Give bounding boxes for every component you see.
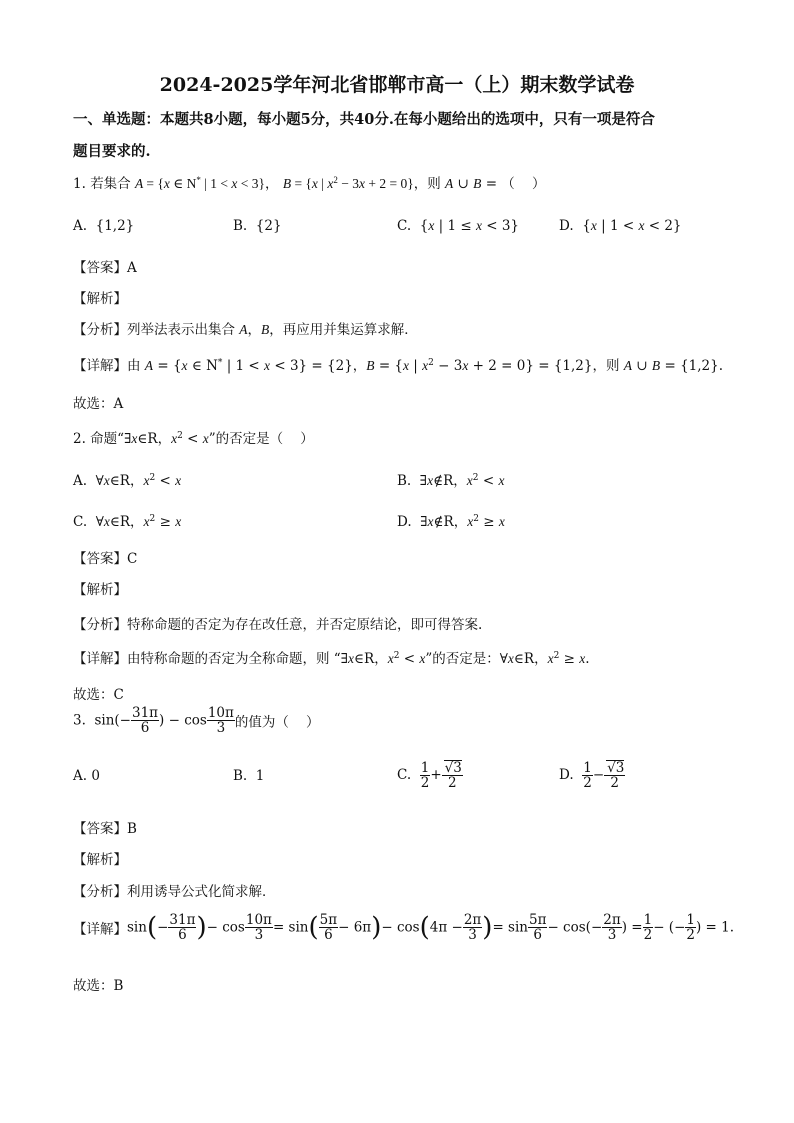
q1-option-d: D. {x | 1 < x < 2} [559,218,682,234]
q2-option-b: B. ∃x∉R，$x^2 < x$ [397,473,505,489]
q2-fenxi-label: 【分析】 [73,617,127,633]
q3-option-d: D. $\frac{1}{2}$ − $\frac{√3}{2}$ [559,759,625,792]
q3-option-c: C. $\frac{1}{2}$ + $\frac{√3}{2}$ [397,759,462,792]
q2-choose: 故选：C [73,687,124,703]
q3-fenxi [73,880,276,900]
q1-detail-label: 【详解】 [73,358,127,374]
q2-analysis-tag: 【解析】 [73,582,127,598]
q1-detail [73,354,723,374]
q2-detail-text: 由特称命题的否定为全称命题，则 “∃x∈R，$x^2 < x$”的否定是：∀x∈R，$x^2 \ge x$. [127,651,590,667]
q2-detail-label: 【详解】 [73,651,127,667]
q2-answer: 【答案】C [73,551,138,567]
q1-set-b: B = {x | $x^2 - 3x + 2 = 0$} [282,175,414,191]
q3-answer: 【答案】B [73,821,137,837]
q3-option-a: A. 0 [73,768,100,784]
q1-option-b: B. {2} [233,218,282,234]
q1-answer: 【答案】A [73,260,137,276]
q1-detail-text: 由 A = {x ∈ N* | 1 < x < 3} = {2}，B = {x | $x^2 - 3x + 2 = 0\} = \{1,2\}$，则 A ∪ B = {1,2}. [127,358,724,374]
q2-option-a: A. ∀x∈R，$x^2 < x$ [73,473,182,489]
q2-stem: 2. 命题“∃x∈R，$x^2 < x$”的否定是（ ） [73,431,314,447]
q1-analysis-tag: 【解析】 [73,291,127,307]
q3-analysis-tag: 【解析】 [73,852,127,868]
q2-option-d: D. ∃x∉R，$x^2 \ge x$ [397,514,505,530]
q1-set-a: A = {x ∈ N* | 1 < x < 3} [134,175,266,191]
q3-detail-label: 【详解】 [73,921,127,938]
q1-fenxi-label: 【分析】 [73,322,127,338]
section-header-line2: 题目要求的. [73,143,151,160]
page-title: 2024-2025学年河北省邯郸市高一（上）期末数学试卷 [159,74,635,96]
q3-option-b: B. 1 [233,768,265,784]
q2-fenxi-text: 特称命题的否定为存在改任意，并否定原结论，即可得答案. [127,617,483,633]
q3-detail: 【详解】sin(− $\frac{31\pi}{6}$ )− cos $\frac{10\pi}{3}$ = sin( $\frac{5\pi}{6}$ − 6π)− cos(4π − $\frac{2\pi}{3}$ )= sin $\frac{5\pi}{6}$ − cos(− $\frac{2\pi}{3}$ ) = $\frac{1}{2}$ − (− $\frac{1}{2}$ ) = 1. [73,912,735,944]
q1-stem: 1. 若集合 A = {x ∈ N* | 1 < x < 3}， B = {x | $x^2 - 3x + 2 = 0$}，则 A ∪ B = （ ） [73,175,546,192]
q2-option-c: C. ∀x∈R，$x^2 \ge x$ [73,514,182,530]
q2-fenxi [73,613,482,633]
q1-number: 1. [73,176,86,192]
q3-choose: 故选：B [73,978,124,994]
section-header-line1: 一、单选题：本题共8小题，每小题5分，共40分.在每小题给出的选项中，只有一项是符合 [73,111,655,128]
q3-fenxi-label: 【分析】 [73,884,127,900]
q1-option-c: C. {x | 1 ≤ x < 3} [397,218,520,234]
q1-fenxi-text: 列举法表示出集合 A，B，再应用并集运算求解． [127,322,418,338]
q1-prefix: 若集合 [90,176,131,192]
q3-stem: 3. sin(− $\frac{31\pi}{6}$ ) − cos $\frac{10\pi}{3}$ 的值为（ ） [73,705,320,737]
q1-option-a: A. {1,2} [73,218,135,234]
q1-union: 则 A ∪ B = （ ） [427,176,546,192]
q1-choose: 故选：A [73,396,124,412]
q2-detail [73,647,590,667]
q3-fenxi-text: 利用诱导公式化简求解． [127,884,276,900]
q1-fenxi [73,318,418,338]
